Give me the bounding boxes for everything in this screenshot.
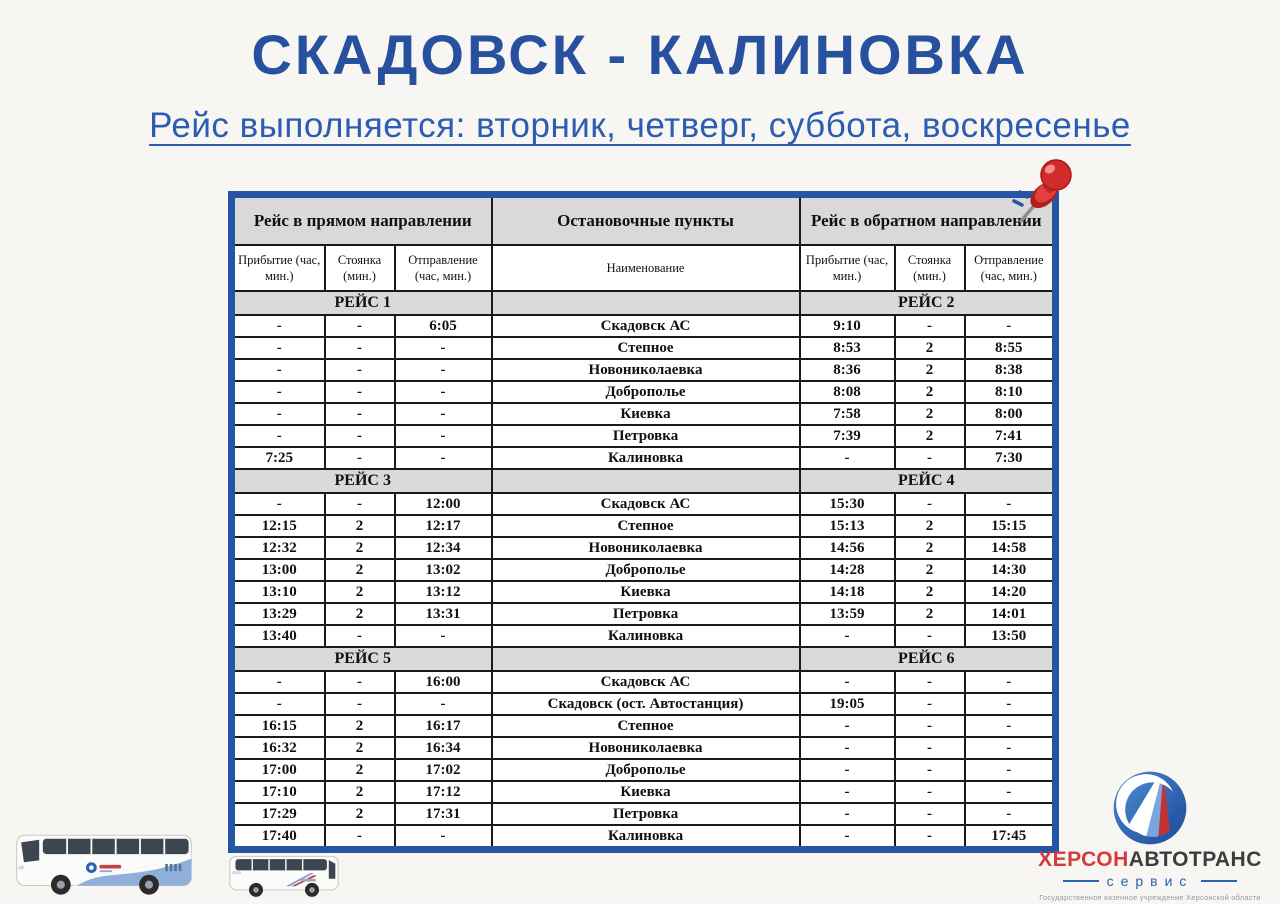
time-cell: - <box>395 337 492 359</box>
time-cell: 13:40 <box>232 625 325 647</box>
reverse-direction-header: Рейс в обратном направлении <box>800 195 1056 246</box>
time-cell: - <box>965 493 1056 515</box>
time-cell: 2 <box>325 559 395 581</box>
time-cell: - <box>232 425 325 447</box>
time-cell: - <box>325 671 395 693</box>
time-cell: - <box>800 825 895 850</box>
forward-trip-label: РЕЙС 3 <box>232 469 492 493</box>
time-cell: 17:29 <box>232 803 325 825</box>
time-cell: 16:32 <box>232 737 325 759</box>
time-cell: - <box>232 381 325 403</box>
timetable-row <box>232 825 1056 850</box>
time-cell: - <box>800 803 895 825</box>
time-cell: 7:25 <box>232 447 325 469</box>
time-cell: - <box>895 825 965 850</box>
time-cell: 2 <box>325 603 395 625</box>
time-cell: 14:28 <box>800 559 895 581</box>
time-cell: 7:58 <box>800 403 895 425</box>
time-cell: - <box>800 781 895 803</box>
rev-arrival-col-header: Прибытие (час, мин.) <box>800 245 895 291</box>
time-cell: - <box>395 625 492 647</box>
dash-left <box>1063 880 1099 882</box>
timetable-row <box>232 715 1056 737</box>
time-cell: 2 <box>325 581 395 603</box>
dash-right <box>1201 880 1237 882</box>
time-cell: - <box>895 625 965 647</box>
time-cell: - <box>325 315 395 337</box>
timetable-row <box>232 759 1056 781</box>
time-cell: - <box>325 381 395 403</box>
time-cell: - <box>395 693 492 715</box>
time-cell: - <box>800 737 895 759</box>
time-cell: - <box>395 425 492 447</box>
stop-name-cell: Скадовск АС <box>492 671 800 693</box>
time-cell: 12:34 <box>395 537 492 559</box>
time-cell: 2 <box>325 781 395 803</box>
time-cell: - <box>800 447 895 469</box>
time-cell: - <box>325 825 395 850</box>
stop-name-cell: Калиновка <box>492 625 800 647</box>
time-cell: 14:18 <box>800 581 895 603</box>
time-cell: 2 <box>895 381 965 403</box>
reverse-trip-label: РЕЙС 6 <box>800 647 1056 671</box>
timetable-row <box>232 447 1056 469</box>
brand-name <box>1030 848 1270 871</box>
time-cell: - <box>325 693 395 715</box>
time-cell: - <box>325 425 395 447</box>
time-cell: 15:30 <box>800 493 895 515</box>
time-cell: 8:36 <box>800 359 895 381</box>
time-cell: 13:02 <box>395 559 492 581</box>
forward-trip-label: РЕЙС 5 <box>232 647 492 671</box>
time-cell: - <box>895 715 965 737</box>
forward-direction-header: Рейс в прямом направлении <box>232 195 492 246</box>
time-cell: 16:17 <box>395 715 492 737</box>
time-cell: 16:34 <box>395 737 492 759</box>
time-cell: 15:13 <box>800 515 895 537</box>
timetable-table <box>228 191 1059 853</box>
stop-name-cell: Степное <box>492 715 800 737</box>
time-cell: - <box>895 315 965 337</box>
timetable-row <box>232 425 1056 447</box>
time-cell: - <box>965 693 1056 715</box>
time-cell: - <box>232 671 325 693</box>
time-cell: 12:17 <box>395 515 492 537</box>
time-cell: 13:12 <box>395 581 492 603</box>
time-cell: - <box>965 315 1056 337</box>
time-cell: 17:02 <box>395 759 492 781</box>
brand-name-primary: ХЕРСОН <box>1038 847 1129 871</box>
time-cell: - <box>895 693 965 715</box>
time-cell: 7:41 <box>965 425 1056 447</box>
time-cell: 12:00 <box>395 493 492 515</box>
time-cell: 2 <box>325 715 395 737</box>
section-spacer-cell <box>492 291 800 315</box>
stop-name-col-header: Наименование <box>492 245 800 291</box>
timetable-row <box>232 781 1056 803</box>
time-cell: 16:15 <box>232 715 325 737</box>
forward-trip-label: РЕЙС 1 <box>232 291 492 315</box>
timetable-row <box>232 493 1056 515</box>
time-cell: 2 <box>325 759 395 781</box>
reverse-trip-label: РЕЙС 4 <box>800 469 1056 493</box>
time-cell: 14:58 <box>965 537 1056 559</box>
time-cell: - <box>800 759 895 781</box>
stop-name-cell: Калиновка <box>492 447 800 469</box>
time-cell: - <box>895 447 965 469</box>
rev-departure-col-header: Отправление (час, мин.) <box>965 245 1056 291</box>
pushpin-icon <box>994 151 1086 243</box>
time-cell: 19:05 <box>800 693 895 715</box>
time-cell: - <box>965 737 1056 759</box>
time-cell: 2 <box>325 737 395 759</box>
stop-name-cell: Доброполье <box>492 381 800 403</box>
time-cell: 17:10 <box>232 781 325 803</box>
time-cell: 8:00 <box>965 403 1056 425</box>
time-cell: - <box>895 781 965 803</box>
fwd-departure-col-header: Отправление (час, мин.) <box>395 245 492 291</box>
time-cell: 14:20 <box>965 581 1056 603</box>
time-cell: - <box>325 403 395 425</box>
section-label-row <box>232 291 1056 315</box>
stop-name-cell: Киевка <box>492 581 800 603</box>
time-cell: - <box>965 715 1056 737</box>
stop-name-cell: Степное <box>492 515 800 537</box>
time-cell: 2 <box>325 515 395 537</box>
brand-name-secondary: АВТОТРАНС <box>1128 847 1262 871</box>
time-cell: 15:15 <box>965 515 1056 537</box>
time-cell: 2 <box>895 537 965 559</box>
time-cell: 14:30 <box>965 559 1056 581</box>
time-cell: - <box>232 403 325 425</box>
time-cell: - <box>232 493 325 515</box>
time-cell: 14:01 <box>965 603 1056 625</box>
time-cell: - <box>232 693 325 715</box>
time-cell: 8:53 <box>800 337 895 359</box>
timetable-row <box>232 559 1056 581</box>
fwd-stopover-col-header: Стоянка (мин.) <box>325 245 395 291</box>
rev-stopover-col-header: Стоянка (мин.) <box>895 245 965 291</box>
section-label-row <box>232 469 1056 493</box>
bus-illustrations <box>14 810 344 900</box>
time-cell: - <box>325 337 395 359</box>
time-cell: - <box>800 715 895 737</box>
time-cell: 2 <box>895 359 965 381</box>
time-cell: 9:10 <box>800 315 895 337</box>
stop-name-cell: Скадовск (ост. Автостанция) <box>492 693 800 715</box>
stop-name-cell: Степное <box>492 337 800 359</box>
timetable-row <box>232 671 1056 693</box>
bus-small-icon <box>228 850 340 900</box>
group-header-row <box>232 195 1056 246</box>
time-cell: - <box>325 493 395 515</box>
section-label-row <box>232 647 1056 671</box>
section-spacer-cell <box>492 647 800 671</box>
time-cell: - <box>325 625 395 647</box>
time-cell: - <box>232 337 325 359</box>
time-cell: 2 <box>895 425 965 447</box>
timetable-row <box>232 515 1056 537</box>
page-title: СКАДОВСК - КАЛИНОВКА <box>251 23 1029 86</box>
time-cell: - <box>895 803 965 825</box>
timetable-row <box>232 603 1056 625</box>
time-cell: - <box>965 759 1056 781</box>
stop-name-cell: Петровка <box>492 603 800 625</box>
time-cell: - <box>895 671 965 693</box>
time-cell: 2 <box>895 403 965 425</box>
time-cell: 7:39 <box>800 425 895 447</box>
schedule-days-subtitle: Рейс выполняется: вторник, четверг, суббота, воскресенье <box>149 106 1131 145</box>
time-cell: 2 <box>325 537 395 559</box>
time-cell: 13:31 <box>395 603 492 625</box>
time-cell: - <box>800 671 895 693</box>
time-cell: 8:55 <box>965 337 1056 359</box>
time-cell: - <box>395 359 492 381</box>
time-cell: 17:12 <box>395 781 492 803</box>
time-cell: 8:08 <box>800 381 895 403</box>
timetable-row <box>232 381 1056 403</box>
fwd-arrival-col-header: Прибытие (час, мин.) <box>232 245 325 291</box>
time-cell: 2 <box>895 515 965 537</box>
time-cell: - <box>965 781 1056 803</box>
time-cell: - <box>325 359 395 381</box>
timetable <box>228 191 1052 853</box>
time-cell: 13:00 <box>232 559 325 581</box>
timetable-row <box>232 581 1056 603</box>
stop-name-cell: Киевка <box>492 781 800 803</box>
time-cell: - <box>965 671 1056 693</box>
company-logo <box>1030 770 1270 902</box>
stop-name-cell: Петровка <box>492 803 800 825</box>
stop-name-cell: Новониколаевка <box>492 359 800 381</box>
stop-name-cell: Скадовск АС <box>492 315 800 337</box>
reverse-trip-label: РЕЙС 2 <box>800 291 1056 315</box>
time-cell: - <box>895 737 965 759</box>
time-cell: 16:00 <box>395 671 492 693</box>
time-cell: 17:45 <box>965 825 1056 850</box>
timetable-row <box>232 737 1056 759</box>
timetable-row <box>232 337 1056 359</box>
time-cell: 7:30 <box>965 447 1056 469</box>
time-cell: 17:31 <box>395 803 492 825</box>
timetable-row <box>232 693 1056 715</box>
time-cell: 2 <box>325 803 395 825</box>
time-cell: 8:38 <box>965 359 1056 381</box>
time-cell: 2 <box>895 603 965 625</box>
road-circle-icon <box>1112 770 1188 846</box>
time-cell: 13:29 <box>232 603 325 625</box>
bus-large-icon <box>14 828 194 900</box>
brand-subtitle <box>1030 873 1270 889</box>
timetable-row <box>232 537 1056 559</box>
stop-name-cell: Доброполье <box>492 759 800 781</box>
time-cell: 12:32 <box>232 537 325 559</box>
time-cell: - <box>895 493 965 515</box>
stop-name-cell: Доброполье <box>492 559 800 581</box>
timetable-row <box>232 803 1056 825</box>
time-cell: 17:00 <box>232 759 325 781</box>
timetable-body <box>232 291 1056 850</box>
time-cell: 8:10 <box>965 381 1056 403</box>
stops-header: Остановочные пункты <box>492 195 800 246</box>
time-cell: 13:59 <box>800 603 895 625</box>
time-cell: 2 <box>895 559 965 581</box>
brand-tagline: Государственное казенное учреждение Херсонской области <box>1039 893 1261 902</box>
stop-name-cell: Скадовск АС <box>492 493 800 515</box>
time-cell: - <box>395 825 492 850</box>
time-cell: - <box>232 315 325 337</box>
time-cell: 6:05 <box>395 315 492 337</box>
timetable-row <box>232 625 1056 647</box>
time-cell: 13:50 <box>965 625 1056 647</box>
timetable-row <box>232 359 1056 381</box>
section-spacer-cell <box>492 469 800 493</box>
stop-name-cell: Калиновка <box>492 825 800 850</box>
brand-subtitle-text: сервис <box>1106 873 1194 889</box>
time-cell: - <box>965 803 1056 825</box>
stop-name-cell: Новониколаевка <box>492 537 800 559</box>
time-cell: 2 <box>895 337 965 359</box>
time-cell: - <box>325 447 395 469</box>
sub-header-row <box>232 245 1056 291</box>
timetable-row <box>232 403 1056 425</box>
time-cell: 13:10 <box>232 581 325 603</box>
stop-name-cell: Петровка <box>492 425 800 447</box>
time-cell: - <box>232 359 325 381</box>
timetable-row <box>232 315 1056 337</box>
time-cell: 2 <box>895 581 965 603</box>
time-cell: - <box>800 625 895 647</box>
stop-name-cell: Киевка <box>492 403 800 425</box>
time-cell: - <box>895 759 965 781</box>
time-cell: - <box>395 381 492 403</box>
time-cell: 14:56 <box>800 537 895 559</box>
time-cell: - <box>395 447 492 469</box>
time-cell: 17:40 <box>232 825 325 850</box>
stop-name-cell: Новониколаевка <box>492 737 800 759</box>
time-cell: - <box>395 403 492 425</box>
time-cell: 12:15 <box>232 515 325 537</box>
